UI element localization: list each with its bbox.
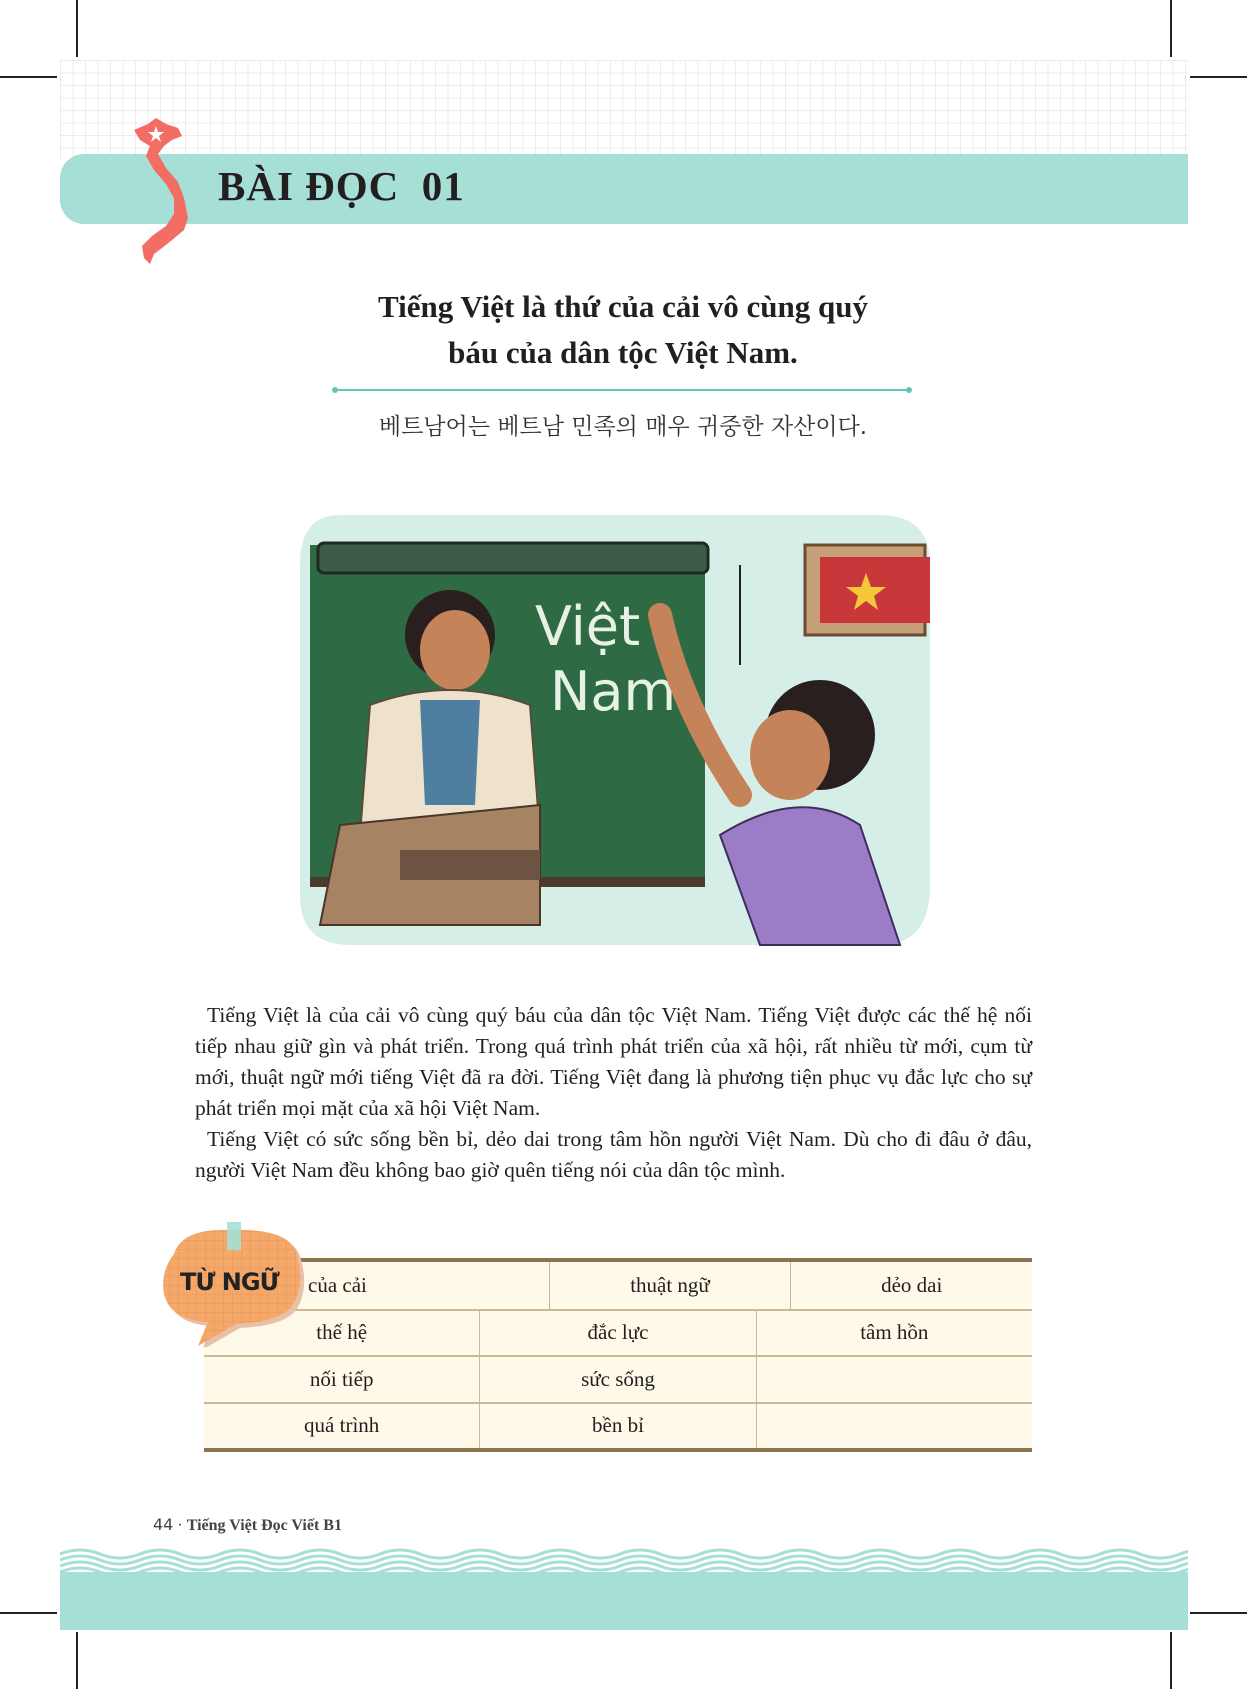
wave-footer-band [60,1548,1188,1630]
divider [335,389,909,391]
table-cell: quá trình [304,1413,380,1438]
crop-mark [1170,1632,1172,1689]
crop-mark [0,76,57,78]
vocabulary-table [204,1258,1032,1452]
table-cell: tâm hồn [756,1311,1032,1356]
board-text-line-2: Nam [550,660,677,723]
table-cell: bền bỉ [479,1404,755,1449]
table-cell: của cải [308,1272,367,1297]
korean-translation: 베트남어는 베트남 민족의 매우 귀중한 자산이다. [378,414,868,440]
book-title: Tiếng Việt Đọc Viết B1 [186,1517,342,1534]
page-number: 44 [153,1515,174,1534]
table-row [204,1402,1032,1449]
headline [300,284,946,376]
table-cell [756,1357,1032,1402]
table-cell [756,1404,1032,1449]
crop-mark [1190,1612,1247,1614]
reading-passage [195,1000,1032,1186]
table-row [204,1262,1032,1309]
table-row [204,1309,1032,1356]
vocabulary-label: TỪ NGỮ [180,1268,279,1296]
footer-separator: · [177,1517,183,1534]
crop-mark [1170,0,1172,57]
crop-mark [1190,76,1247,78]
crop-mark [76,1632,78,1689]
vietnam-map-icon [128,118,208,266]
table-row [204,1355,1032,1402]
lesson-title: BÀI ĐỌC 01 [218,163,465,209]
paragraph: Tiếng Việt có sức sống bền bỉ, dẻo dai trong tâm hồn người Việt Nam. Dù cho đi đâu ở đâu, người Việt Nam đều không bao giờ quên tiếng nói của dân tộc mình. [195,1127,1032,1182]
headline-line-1: Tiếng Việt là thứ của cải vô cùng quý [378,289,868,324]
board-text-line-1: Việt [535,595,641,658]
page-footer [153,1515,342,1535]
paragraph: Tiếng Việt là của cải vô cùng quý báu của dân tộc Việt Nam. Tiếng Việt được các thế hệ nối tiếp nhau giữ gìn và phát triển. Trong quá trình phát triển của xã hội, rất nhiều từ mới, cụm từ mới, thuật ngữ mới tiếng Việt đã ra đời. Tiếng Việt đang là phương tiện phục vụ đắc lực cho sự phát triển mọi mặt của xã hội Việt Nam. [195,1003,1032,1120]
grid-background [60,60,1188,160]
table-cell: dẻo dai [790,1262,1032,1309]
table-cell: đắc lực [479,1311,755,1356]
crop-mark [76,0,78,57]
table-cell: sức sống [479,1357,755,1402]
table-cell: thuật ngữ [549,1262,791,1309]
classroom-illustration [300,505,930,955]
table-cell: nối tiếp [309,1366,374,1391]
table-cell: thế hệ [316,1320,368,1345]
headline-line-2: báu của dân tộc Việt Nam. [448,335,798,370]
crop-mark [0,1612,57,1614]
